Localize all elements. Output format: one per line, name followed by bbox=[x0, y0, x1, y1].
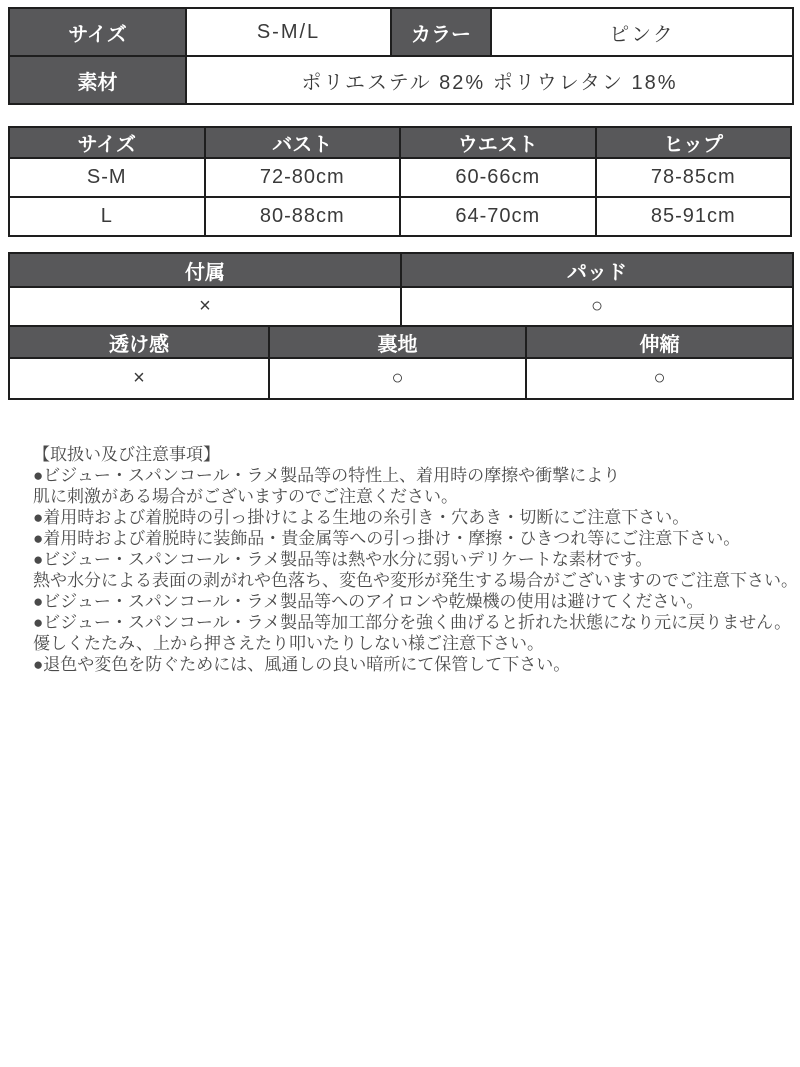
feature-header-pad: パッド bbox=[401, 253, 793, 287]
care-note-line: ●ビジュー・スパンコール・ラメ製品等加工部分を強く曲げると折れた状態になり元に戻りません。 bbox=[33, 613, 792, 632]
table-row bbox=[9, 158, 791, 197]
care-note-line: ●着用時および着脱時の引っ掛けによる生地の糸引き・穴あき・切断にご注意下さい。 bbox=[33, 508, 690, 527]
feature-value-lining: ○ bbox=[269, 358, 526, 399]
table-row bbox=[9, 197, 791, 236]
measure-size: L bbox=[9, 197, 205, 236]
care-note-line: ●着用時および着脱時に装飾品・貴金属等への引っ掛け・摩擦・ひきつれ等にご注意下さい。 bbox=[33, 529, 741, 548]
spec-material-value: ポリエステル 82% ポリウレタン 18% bbox=[186, 56, 793, 104]
measure-waist: 60-66cm bbox=[400, 158, 596, 197]
measure-header-hip: ヒップ bbox=[596, 127, 792, 158]
spec-color-value: ピンク bbox=[491, 8, 793, 56]
feature-header-sheerness: 透け感 bbox=[9, 326, 269, 358]
features-table-2 bbox=[8, 325, 794, 400]
care-note-line: ●ビジュー・スパンコール・ラメ製品等は熱や水分に弱いデリケートな素材です。 bbox=[33, 550, 653, 569]
feature-header-lining: 裏地 bbox=[269, 326, 526, 358]
spec-size-label: サイズ bbox=[9, 8, 186, 56]
measure-size: S-M bbox=[9, 158, 205, 197]
care-note-line: 優しくたたみ、上から押さえたり叩いたりしない様ご注意下さい。 bbox=[33, 634, 545, 653]
feature-value-stretch: ○ bbox=[526, 358, 793, 399]
feature-value-sheerness: × bbox=[9, 358, 269, 399]
care-note-line: 肌に刺激がある場合がございますのでご注意ください。 bbox=[33, 487, 458, 506]
care-note-line: ●ビジュー・スパンコール・ラメ製品等へのアイロンや乾燥機の使用は避けてください。 bbox=[33, 592, 704, 611]
care-note-line: ●退色や変色を防ぐためには、風通しの良い暗所にて保管して下さい。 bbox=[33, 655, 571, 674]
feature-header-stretch: 伸縮 bbox=[526, 326, 793, 358]
care-note-line: 熱や水分による表面の剥がれや色落ち、変色や変形が発生する場合がございますのでご注意下さい。 bbox=[33, 571, 798, 590]
measure-hip: 85-91cm bbox=[596, 197, 792, 236]
care-note-line: ●ビジュー・スパンコール・ラメ製品等の特性上、着用時の摩擦や衝撃により bbox=[33, 466, 621, 485]
feature-header-accessory: 付属 bbox=[9, 253, 401, 287]
measure-header-size: サイズ bbox=[9, 127, 205, 158]
measure-bust: 72-80cm bbox=[205, 158, 401, 197]
spec-size-value: S-M/L bbox=[186, 8, 391, 56]
care-notes bbox=[33, 444, 798, 675]
measure-header-waist: ウエスト bbox=[400, 127, 596, 158]
spec-material-label: 素材 bbox=[9, 56, 186, 104]
measure-waist: 64-70cm bbox=[400, 197, 596, 236]
feature-value-pad: ○ bbox=[401, 287, 793, 326]
spec-color-label: カラー bbox=[391, 8, 491, 56]
feature-value-accessory: × bbox=[9, 287, 401, 326]
measurements-table bbox=[8, 126, 792, 237]
measure-header-bust: バスト bbox=[205, 127, 401, 158]
features-table-1 bbox=[8, 252, 794, 327]
care-notes-title: 【取扱い及び注意事項】 bbox=[33, 445, 220, 464]
measure-bust: 80-88cm bbox=[205, 197, 401, 236]
measure-hip: 78-85cm bbox=[596, 158, 792, 197]
spec-table bbox=[8, 7, 794, 105]
